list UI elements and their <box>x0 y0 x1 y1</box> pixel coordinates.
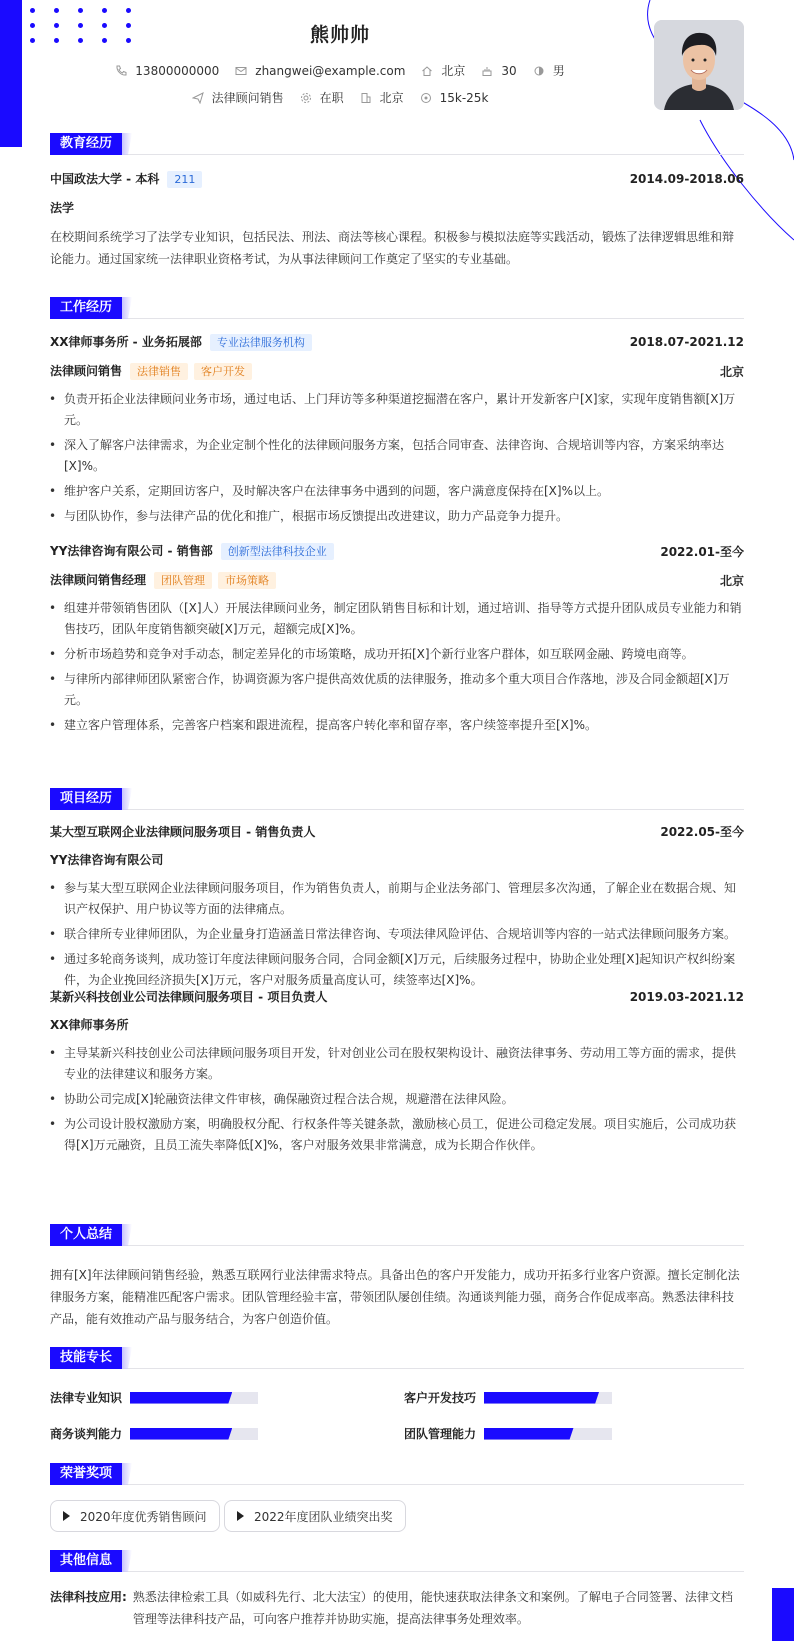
skills-section <box>50 1347 744 1441</box>
honor-text: 2022年度团队业绩突出奖 <box>254 1509 393 1524</box>
list-item: • 协助公司完成[X]轮融资法律文件审核，确保融资过程合法合规，规避潜在法律风险。 <box>50 1089 744 1110</box>
job-text: 法律顾问销售 <box>211 91 284 105</box>
job-1-bullets <box>50 389 744 531</box>
project-2-name: 某新兴科技创业公司法律顾问服务项目 - 项目负责人 <box>50 990 328 1004</box>
job-1-header <box>50 333 744 351</box>
projects-section-title: 项目经历 <box>50 788 122 810</box>
projects-section <box>50 788 744 1208</box>
job-2-company-badge: 创新型法律科技企业 <box>221 543 334 560</box>
gear-icon <box>300 92 312 104</box>
education-section <box>50 133 744 273</box>
honors-list <box>50 1500 744 1532</box>
skill-bar <box>130 1428 258 1440</box>
job-1-role: 法律顾问销售 <box>50 364 123 378</box>
skill-item <box>50 1389 258 1406</box>
mail-icon <box>235 65 247 77</box>
list-item: • 通过多轮商务谈判，成功签订年度法律顾问服务合同，合同金额[X]万元，后续服务过程中，协助企业处理[X]起知识产权纠纷案件，为企业挽回经济损失[X]万元，客户对服务质量高度认可，续签率达[X]%。 <box>50 949 744 991</box>
target-city-text: 北京 <box>379 91 404 105</box>
city-item <box>421 62 465 79</box>
job-2-bullets <box>50 598 744 740</box>
list-item: • 为公司设计股权激励方案，明确股权分配、行权条件等关键条款，激励核心员工，促进公司稳定发展。项目实施后，公司成功获得[X]万元融资，且员工流失率降低[X]%，客户对服务效果非常满意，成为长期合作伙伴。 <box>50 1114 744 1156</box>
avatar-portrait <box>654 20 744 110</box>
status-text: 在职 <box>319 91 344 105</box>
major-name: 法学 <box>50 201 75 215</box>
job-2-date: 2022.01-至今 <box>660 544 744 559</box>
send-icon <box>192 92 204 104</box>
honors-section-title: 荣誉奖项 <box>50 1463 122 1485</box>
honor-item <box>224 1500 406 1532</box>
list-item: • 参与某大型互联网企业法律顾问服务项目，作为销售负责人，前期与企业法务部门、管理层多次沟通，了解企业在数据合规、知识产权保护、用户协议等方面的法律痛点。 <box>50 878 744 920</box>
job-1-tag-1: 法律销售 <box>130 363 188 380</box>
summary-section-title: 个人总结 <box>50 1224 122 1246</box>
list-item: • 组建并带领销售团队（[X]人）开展法律顾问业务，制定团队销售目标和计划，通过培训、指导等方式提升团队成员专业能力和销售技巧，团队年度销售额突破[X]万元，超额完成[X]%。 <box>50 598 744 640</box>
building-icon <box>360 92 372 104</box>
skill-label: 客户开发技巧 <box>404 1391 477 1405</box>
bottom-right-accent-bar <box>772 1588 794 1641</box>
gender-text: 男 <box>552 64 565 78</box>
age-item <box>481 64 516 78</box>
job-intent-row <box>0 89 680 106</box>
list-item: • 分析市场趋势和竞争对手动态，制定差异化的市场策略，成功开拓[X]个新行业客户群体，如互联网金融、跨境电商等。 <box>50 644 744 665</box>
coin-icon <box>420 92 432 104</box>
other-label: 法律科技应用: <box>50 1590 127 1604</box>
home-icon <box>421 65 433 77</box>
project-1-org-row <box>50 851 744 868</box>
skill-label: 商务谈判能力 <box>50 1427 123 1441</box>
other-row <box>50 1586 744 1630</box>
education-date: 2014.09-2018.06 <box>629 172 744 186</box>
projects-section-header <box>50 788 744 810</box>
school-name: 中国政法大学 - 本科 <box>50 172 160 186</box>
resume-header <box>0 0 794 130</box>
salary-item <box>420 91 489 105</box>
job-2-tag-1: 团队管理 <box>154 572 212 589</box>
job-item <box>192 89 284 106</box>
education-section-title: 教育经历 <box>50 133 122 155</box>
job-1-city: 北京 <box>719 364 744 379</box>
list-item: • 主导某新兴科技创业公司法律顾问服务项目开发，针对创业公司在股权架构设计、融资法律事务、劳动用工等方面的需求，提供专业的法律建议和服务方案。 <box>50 1043 744 1085</box>
contact-row <box>0 62 680 79</box>
skill-bar-fill <box>130 1428 232 1440</box>
list-item: • 联合律所专业律师团队，为企业量身打造涵盖日常法律咨询、专项法律风险评估、合规培训等内容的一站式法律顾问服务方案。 <box>50 924 744 945</box>
list-item: • 维护客户关系，定期回访客户，及时解决客户在法律事务中遇到的问题，客户满意度保持在[X]%以上。 <box>50 481 744 502</box>
school-badge: 211 <box>167 171 202 188</box>
project-1-date: 2022.05-至今 <box>660 825 744 839</box>
skill-bar-fill <box>130 1392 232 1404</box>
profile-photo <box>654 20 744 110</box>
phone-text: 13800000000 <box>135 63 220 78</box>
job-2-company: YY法律咨询有限公司 - 销售部 <box>50 544 213 558</box>
honors-section <box>50 1463 744 1533</box>
summary-section-header <box>50 1224 744 1246</box>
other-section-title: 其他信息 <box>50 1550 122 1572</box>
list-item: • 与团队协作，参与法律产品的优化和推广，根据市场反馈提出改进建议，助力产品竞争力提升。 <box>50 506 744 527</box>
project-2-org-row <box>50 1016 744 1033</box>
project-1-name: 某大型互联网企业法律顾问服务项目 - 销售负责人 <box>50 825 316 839</box>
job-1-date: 2018.07-2021.12 <box>629 335 744 349</box>
honors-section-header <box>50 1463 744 1485</box>
work-section-title: 工作经历 <box>50 297 122 319</box>
skill-bar <box>484 1428 612 1440</box>
skill-label: 团队管理能力 <box>404 1427 477 1441</box>
other-section-header <box>50 1550 744 1572</box>
skills-section-title: 技能专长 <box>50 1347 122 1369</box>
job-2-role-row <box>50 571 744 589</box>
skill-item <box>50 1425 258 1442</box>
list-item: • 建立客户管理体系，完善客户档案和跟进流程，提高客户转化率和留存率，客户续签率提升至[X]%。 <box>50 715 744 736</box>
summary-text: 拥有[X]年法律顾问销售经验，熟悉互联网行业法律需求特点。具备出色的客户开发能力，成功开拓多行业客户资源。擅长定制化法律服务方案，能精准匹配客户需求。团队管理经验丰富，带领团队屡创佳绩。沟通谈判能力强，商务合作促成率高。熟悉法律科技产品，能有效推动产品与服务结合，为客户创造价值。 <box>50 1268 740 1326</box>
list-item: • 深入了解客户法律需求，为企业定制个性化的法律顾问服务方案，包括合同审查、法律咨询、合规培训等内容，方案采纳率达[X]%。 <box>50 435 744 477</box>
education-desc: 在校期间系统学习了法学专业知识，包括民法、刑法、商法等核心课程。积极参与模拟法庭等实践活动，锻炼了法律逻辑思维和辩论能力。通过国家统一法律职业资格考试，为从事法律顾问工作奠定了坚实的专业基础。 <box>50 230 735 266</box>
job-1-company-badge: 专业法律服务机构 <box>210 334 312 351</box>
email-item <box>235 64 405 78</box>
work-section <box>50 297 744 757</box>
skill-bar <box>130 1392 258 1404</box>
project-1-bullets <box>50 878 744 995</box>
list-item: • 与律所内部律师团队紧密合作，协调资源为客户提供高效优质的法律服务，推动多个重大项目合作落地，涉及合同金额超[X]万元。 <box>50 669 744 711</box>
project-1-header <box>50 823 744 840</box>
gender-item <box>533 62 565 79</box>
city-text: 北京 <box>441 64 466 78</box>
job-2-city: 北京 <box>719 573 744 588</box>
project-2-date: 2019.03-2021.12 <box>629 989 744 1004</box>
candidate-name: 熊帅帅 <box>309 24 370 46</box>
job-1-tag-2: 客户开发 <box>194 363 252 380</box>
list-item: • 负责开拓企业法律顾问业务市场，通过电话、上门拜访等多种渠道挖掘潜在客户，累计开发新客户[X]家，实现年度销售额[X]万元。 <box>50 389 744 431</box>
major-row <box>50 199 744 216</box>
job-1-role-row <box>50 362 744 380</box>
honor-text: 2020年度优秀销售顾问 <box>80 1509 207 1524</box>
education-section-header <box>50 133 744 155</box>
target-city-item <box>360 89 404 106</box>
gender-icon <box>533 65 545 77</box>
phone-icon <box>115 65 127 77</box>
skill-bar-fill <box>484 1428 574 1440</box>
skill-item <box>404 1425 612 1442</box>
status-item <box>300 89 344 106</box>
project-2-org: XX律师事务所 <box>50 1018 129 1032</box>
honor-item <box>50 1500 220 1532</box>
job-2-tag-2: 市场策略 <box>218 572 276 589</box>
email-text: zhangwei@example.com <box>255 63 406 78</box>
work-section-header <box>50 297 744 319</box>
summary-section <box>50 1224 744 1334</box>
age-text: 30 <box>501 63 517 78</box>
education-row <box>50 170 744 188</box>
project-1-org: YY法律咨询有限公司 <box>50 853 164 867</box>
skill-bar-fill <box>484 1392 599 1404</box>
cake-icon <box>481 65 493 77</box>
skill-item <box>404 1389 612 1406</box>
other-text: 熟悉法律检索工具（如威科先行、北大法宝）的使用，能快速获取法律条文和案例。了解电子合同签署、法律文档管理等法律科技产品，可向客户推荐并协助实施，提高法律事务处理效率。 <box>132 1590 733 1626</box>
play-icon <box>63 1511 70 1521</box>
salary-text: 15k-25k <box>439 90 489 105</box>
skill-label: 法律专业知识 <box>50 1391 123 1405</box>
project-2-header <box>50 988 744 1005</box>
project-2-bullets <box>50 1043 744 1160</box>
job-2-role: 法律顾问销售经理 <box>50 573 147 587</box>
skills-section-header <box>50 1347 744 1369</box>
play-icon <box>237 1511 244 1521</box>
other-section <box>50 1550 744 1630</box>
skill-bar <box>484 1392 612 1404</box>
job-2-header <box>50 542 744 560</box>
job-1-company: XX律师事务所 - 业务拓展部 <box>50 335 202 349</box>
phone-item <box>115 64 219 78</box>
